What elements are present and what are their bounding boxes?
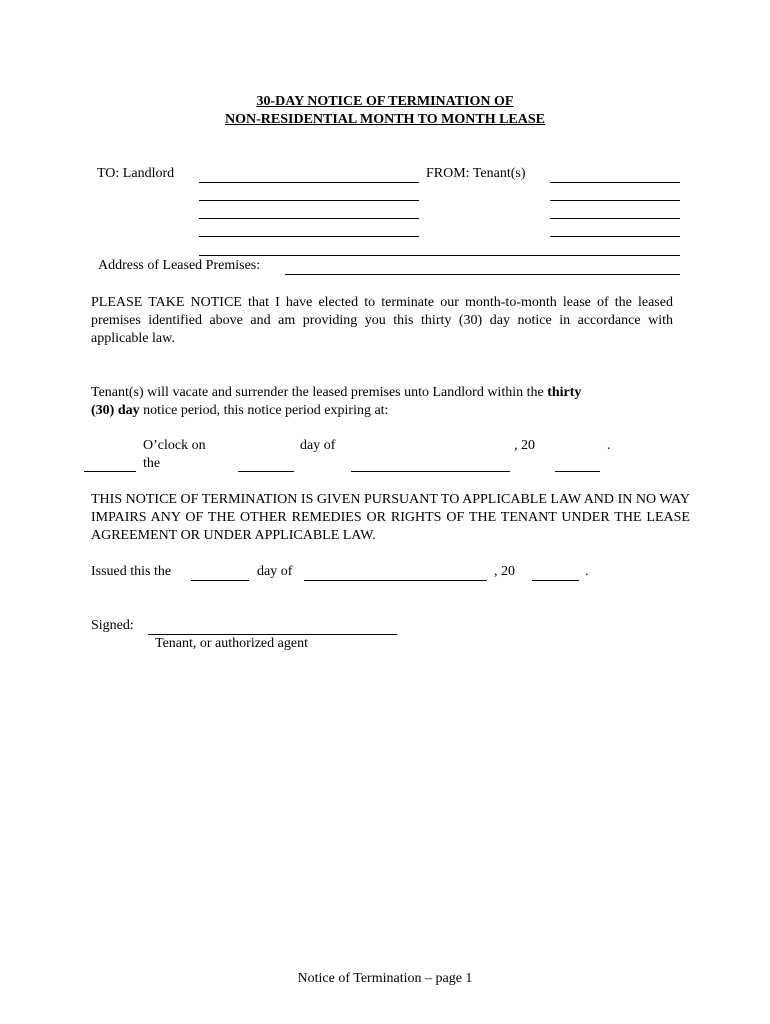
notice-paragraph: PLEASE TAKE NOTICE that I have elected to terminate our month-to-month lease of the leased premises identified above and am providing you this thirty (30) day notice in accordance with applicable law. [91,295,673,346]
landlord-line-3[interactable] [199,218,419,219]
landlord-line-2[interactable] [199,200,419,201]
expiry-month-line[interactable] [351,471,510,472]
tenant-line-4[interactable] [550,236,680,237]
issued-day-of-label: day of [257,564,293,579]
issued-year-label: , 20 [494,564,515,579]
title-line-1: 30-DAY NOTICE OF TERMINATION OF [256,94,514,109]
title-line-2: NON-RESIDENTIAL MONTH TO MONTH LEASE [225,112,545,127]
signed-label: Signed: [91,618,134,633]
expiry-hour-line[interactable] [84,471,136,472]
tenant-line-1[interactable] [550,182,680,183]
tenant-line-3[interactable] [550,218,680,219]
issued-year-line[interactable] [532,580,579,581]
law-paragraph: THIS NOTICE OF TERMINATION IS GIVEN PURSUANT TO APPLICABLE LAW AND IN NO WAY IMPAIRS ANY OF THE OTHER REMEDIES OR RIGHTS OF THE TENANT UNDER THE LEASE AGREEMENT OR UNDER APPLICABLE LAW. [91,492,690,543]
from-tenant-label: FROM: Tenant(s) [426,166,526,181]
tenant-line-2[interactable] [550,200,680,201]
oclock-label: O’clock on [143,438,206,453]
issued-month-line[interactable] [304,580,487,581]
vacate-text-pre: Tenant(s) will vacate and surrender the leased premises unto Landlord within the [91,385,548,400]
issued-day-line[interactable] [191,580,249,581]
to-landlord-label: TO: Landlord [97,166,175,181]
vacate-30-day: (30) day [91,403,140,418]
expiry-year-line[interactable] [555,471,600,472]
expiry-day-of-label: day of [300,438,336,453]
vacate-text-post: notice period, this notice period expiring at: [139,403,389,418]
expiry-year-label: , 20 [514,438,535,453]
vacate-thirty: thirty [547,385,582,400]
issued-period: . [585,564,589,579]
extra-party-line[interactable] [199,255,680,256]
issued-label: Issued this the [91,564,172,579]
signer-caption: Tenant, or authorized agent [155,636,308,651]
signature-line[interactable] [148,634,397,635]
page-footer: Notice of Termination – page 1 [297,971,473,986]
expiry-day-line[interactable] [238,471,294,472]
address-label: Address of Leased Premises: [98,258,261,273]
landlord-line-1[interactable] [199,182,419,183]
address-line[interactable] [285,274,680,275]
expiry-period: . [607,438,611,453]
expiry-the-label: the [143,456,161,471]
landlord-line-4[interactable] [199,236,419,237]
vacate-paragraph [91,384,651,420]
